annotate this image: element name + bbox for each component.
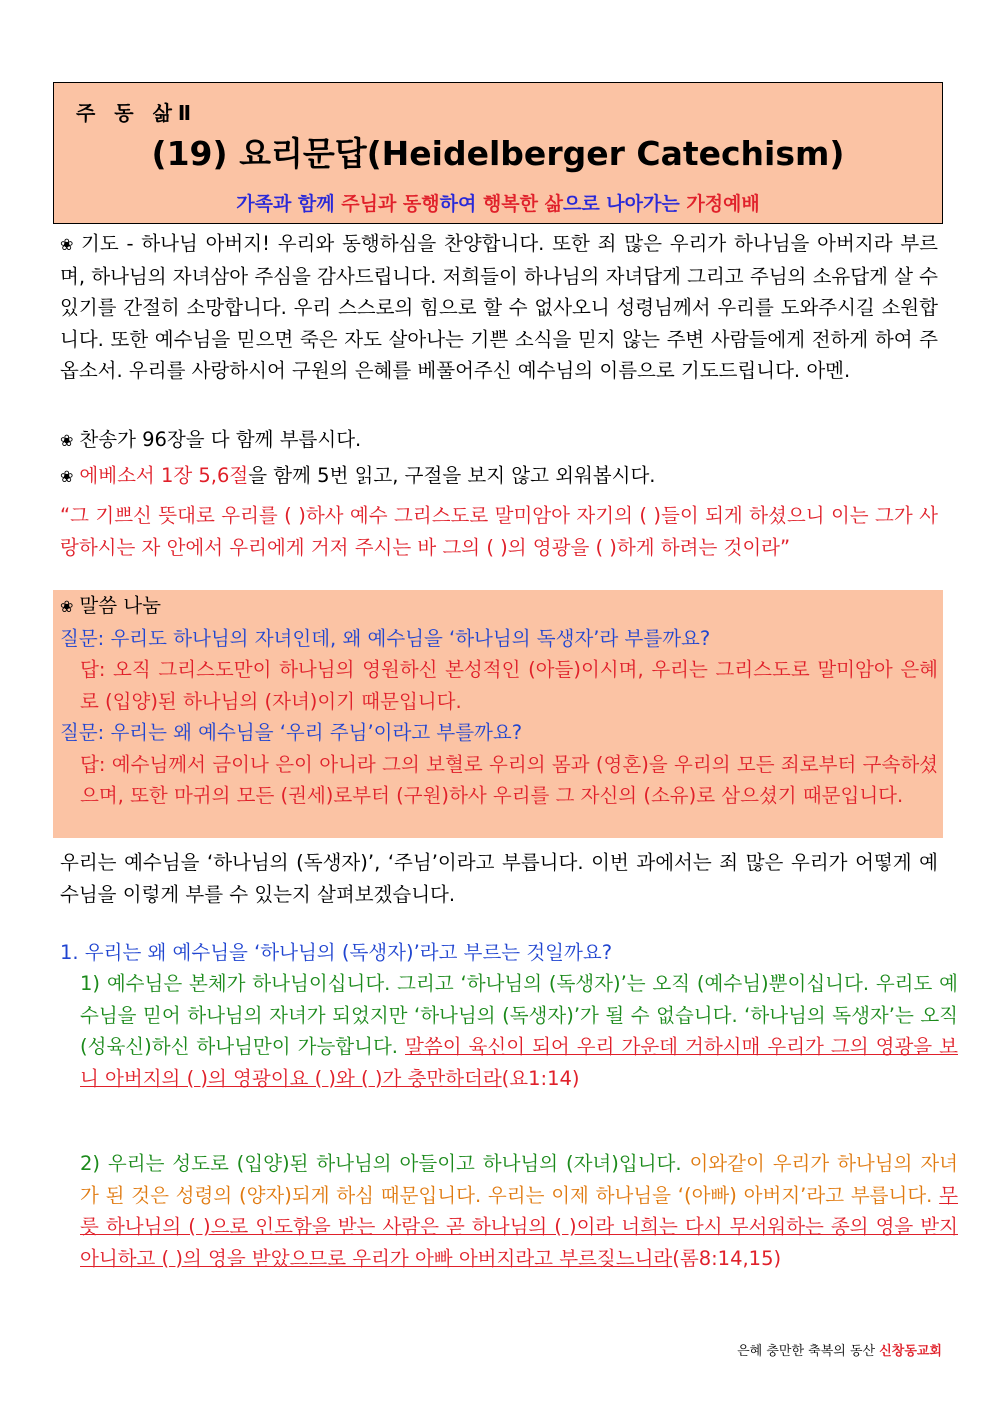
answer-2-verse: 무릇 하나님의 ( )으로 인도함을 받는 사람은 곧 하나님의 ( )이라 너희는 다시 무서워하는 종의 영을 받지 아니하고 ( )의 영을 받았으므로 우리가 아빠 아버지라고 부르짖느니라 xyxy=(80,1183,958,1270)
answer-2-main: 2) 우리는 성도로 (입양)된 하나님의 아들이고 하나님의 (자녀)입니다. xyxy=(80,1152,690,1175)
scripture-quote: “그 기쁘신 뜻대로 우리를 ( )하사 예수 그리스도로 말미암아 자기의 ( )들이 되게 하셨으니 이는 그가 사랑하시는 자 안에서 우리에게 거저 주시는 바 그의 ( )의 영광을 ( )하게 하려는 것이라” xyxy=(60,504,938,559)
answer-2-orange: 이와같이 우리가 하나님의 자녀가 된 것은 성령의 (양자)되게 하심 때문입니다. 우리는 이제 하나님을 ‘(아빠) 아버지’라고 부릅니다. xyxy=(80,1152,958,1207)
subtitle-part: 행복한 삶 xyxy=(482,193,563,215)
section-1-answer-2 xyxy=(60,1148,958,1274)
answer-1-main: 1) 예수님은 본체가 하나님이십니다. 그리고 ‘하나님의 (독생자)’는 오직 (예수님)뿐이십니다. 우리도 예수님을 믿어 하나님의 자녀가 되었지만 ‘하나님의 (독생자)’가 될 수 없습니다. ‘하나님의 독생자’는 오직 (성육신)하신 하나님만이 가능합니다. xyxy=(80,972,958,1058)
footer xyxy=(737,1340,942,1359)
subtitle-part: 가족과 함께 xyxy=(236,193,342,215)
flower-icon: ❀ xyxy=(60,235,75,254)
page-title: (19) 요리문답(Heidelberger Catechism) xyxy=(151,134,845,173)
subtitle-part: 하여 xyxy=(439,193,483,215)
answer-1-verse: 말씀이 육신이 되어 우리 가운데 거하시매 우리가 그의 영광을 보니 아버지의 ( )의 영광이요 ( )와 ( )가 충만하더라 xyxy=(80,1035,958,1090)
flower-icon: ❀ xyxy=(60,597,74,616)
hymn-section xyxy=(60,424,938,457)
answer-2: 답: 예수님께서 금이나 은이 아니라 그의 보혈로 우리의 몸과 (영혼)을 우리의 모든 죄로부터 구속하셨으며, 또한 마귀의 모든 (권세)로부터 (구원)하사 우리를 그 자신의 (소유)로 삼으셨기 때문입니다. xyxy=(80,752,938,807)
series-label: 주 동 삶Ⅱ xyxy=(76,101,198,125)
hymn-text: 찬송가 96장을 다 함께 부릅시다. xyxy=(79,428,362,451)
prayer-section xyxy=(60,228,938,387)
subtitle xyxy=(54,189,942,216)
subtitle-part: 주님과 동행 xyxy=(341,193,440,215)
answer-1-ref: (요1:14) xyxy=(501,1066,580,1090)
sharing-heading-text: 말씀 나눔 xyxy=(79,594,161,617)
section-1-answer-1 xyxy=(60,968,958,1094)
scripture-section xyxy=(60,460,938,493)
answer-1: 답: 오직 그리스도만이 하나님의 영원하신 본성적인 (아들)이시며, 우리는 그리스도로 말미암아 은혜로 (입양)된 하나님의 (자녀)이기 때문입니다. xyxy=(80,658,938,713)
church-name: 신창동교회 xyxy=(879,1344,942,1359)
flower-icon: ❀ xyxy=(60,431,74,450)
question-2: 질문: 우리는 왜 예수님을 ‘우리 주님’이라고 부를까요? xyxy=(60,721,523,744)
flower-icon: ❀ xyxy=(60,467,74,486)
subtitle-part: 으로 나아가는 xyxy=(562,193,687,215)
footer-text: 은혜 충만한 축복의 동산 xyxy=(737,1344,880,1359)
title-box xyxy=(53,82,943,224)
sharing-box xyxy=(53,590,943,838)
scripture-instruction: 을 함께 5번 읽고, 구절을 보지 않고 외워봅시다. xyxy=(248,464,656,487)
subtitle-part: 가정예배 xyxy=(686,193,760,215)
sharing-heading xyxy=(60,590,938,623)
section-1-question: 1. 우리는 왜 예수님을 ‘하나님의 (독생자)’라고 부르는 것일까요? xyxy=(60,941,613,964)
answer-2-ref: (롬8:14,15) xyxy=(672,1246,782,1270)
prayer-text: 기도 - 하나님 아버지! 우리와 동행하심을 찬양합니다. 또한 죄 많은 우리가 하나님을 아버지라 부르며, 하나님의 자녀삼아 주심을 감사드립니다. 저희들이 하나님의 자녀답게 그리고 주님의 소유답게 살 수 있기를 간절히 소망합니다. 우리 스스로의 힘으로 할 수 없사오니 성령님께서 우리를 도와주시길 소원합니다. 또한 예수님을 믿으면 죽은 자도 살아나는 기쁜 소식을 믿지 않는 주변 사람들에게 전하게 하여 주옵소서. 우리를 사랑하시어 구원의 은혜를 베풀어주신 예수님의 이름으로 기도드립니다. 아멘. xyxy=(60,232,938,382)
scripture-ref: 에베소서 1장 5,6절 xyxy=(79,464,249,487)
intro-paragraph: 우리는 예수님을 ‘하나님의 (독생자)’, ‘주님’이라고 부릅니다. 이번 과에서는 죄 많은 우리가 어떻게 예수님을 이렇게 부를 수 있는지 살펴보겠습니다. xyxy=(60,851,938,906)
question-1: 질문: 우리도 하나님의 자녀인데, 왜 예수님을 ‘하나님의 독생자’라 부를까요? xyxy=(60,626,711,650)
